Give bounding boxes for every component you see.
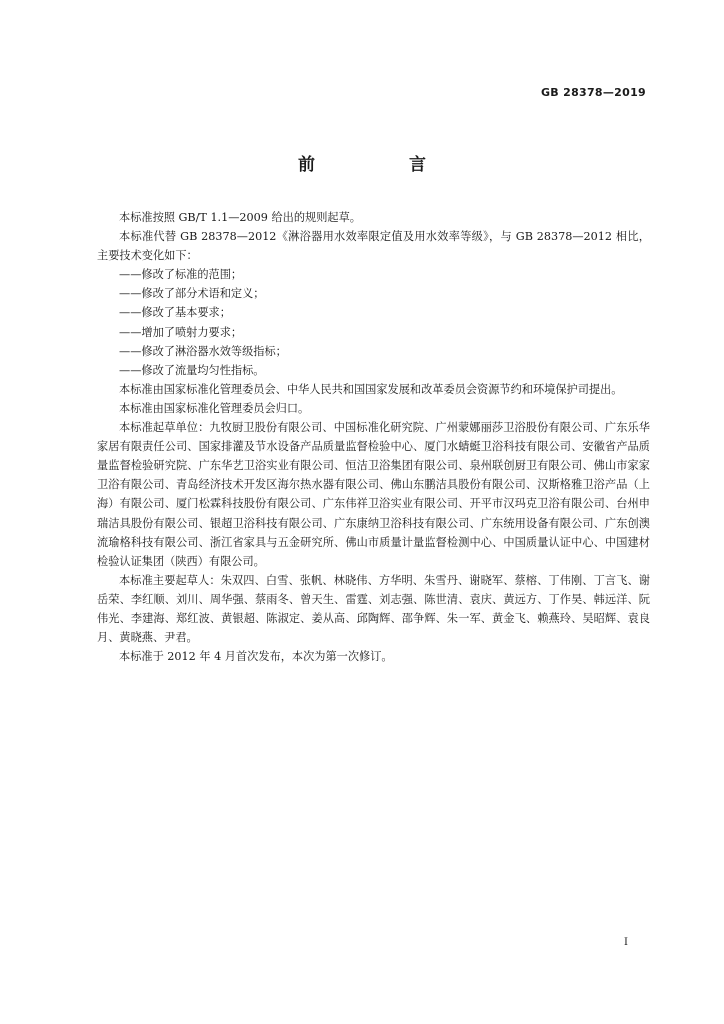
- replacement-paragraph: 本标准代替 GB 28378—2012《淋浴器用水效率限定值及用水效率等级》，与 GB 28378—2012 相比，主要技术变化如下：: [97, 230, 650, 263]
- change-item: ——修改了淋浴器水效等级指标；: [119, 344, 287, 358]
- proposer-paragraph: 本标准由国家标准化管理委员会、中华人民共和国国家发展和改革委员会资源节约和环境保护司提出。: [119, 382, 623, 396]
- standard-number: GB 28378—2019: [540, 86, 646, 99]
- drafters-paragraph: 本标准主要起草人：朱双四、白雪、张帆、林晓伟、方华明、朱雪丹、谢晓军、蔡榕、丁伟刚、丁言飞、谢岳荣、李红顺、刘川、周华强、蔡雨冬、曾天生、雷霆、刘志强、陈世清、袁庆、黄远方、丁作昊、韩远洋、阮伟光、李建海、郑红波、黄银超、陈淑定、姜从高、邱陶辉、邵争辉、朱一军、黄金飞、赖燕玲、吴昭辉、袁良月、黄晓燕、尹君。: [97, 573, 650, 645]
- change-item: ——修改了基本要求；: [119, 306, 231, 320]
- change-item: ——修改了流量均匀性指标。: [119, 363, 265, 377]
- technical-changes-list: [97, 265, 650, 380]
- page-title: 前 言: [298, 155, 470, 175]
- change-item: ——增加了喷射力要求；: [119, 325, 243, 339]
- foreword-body: [97, 208, 650, 666]
- administration-paragraph: 本标准由国家标准化管理委员会归口。: [119, 401, 310, 415]
- change-item: ——修改了标准的范围；: [119, 268, 243, 282]
- drafting-rules-paragraph: 本标准按照 GB/T 1.1—2009 给出的规则起草。: [119, 211, 361, 224]
- change-item: ——修改了部分术语和定义；: [119, 287, 265, 301]
- page-number: I: [624, 937, 628, 948]
- history-paragraph: 本标准于 2012 年 4 月首次发布，本次为第一次修订。: [119, 650, 393, 664]
- drafting-units-paragraph: 本标准起草单位：九牧厨卫股份有限公司、中国标准化研究院、广州蒙娜丽莎卫浴股份有限公司、广东乐华家居有限责任公司、国家排灌及节水设备产品质量监督检验中心、厦门水蜻蜓卫浴科技有限公司、安徽省产品质量监督检验研究院、广东华艺卫浴实业有限公司、恒洁卫浴集团有限公司、泉州联创厨卫有限公司、佛山市家家卫浴有限公司、青岛经济技术开发区海尔热水器有限公司、佛山东鹏洁具股份有限公司、汉斯格雅卫浴产品（上海）有限公司、厦门松霖科技股份有限公司、广东伟祥卫浴实业有限公司、开平市汉玛克卫浴有限公司、台州申瑞洁具股份有限公司、银超卫浴科技有限公司、广东康纳卫浴科技有限公司、广东统用设备有限公司、广东创澳流瑜格科技有限公司、浙江省家具与五金研究所、佛山市质量计量监督检测中心、中国质量认证中心、中国建材检验认证集团（陕西）有限公司。: [97, 421, 650, 568]
